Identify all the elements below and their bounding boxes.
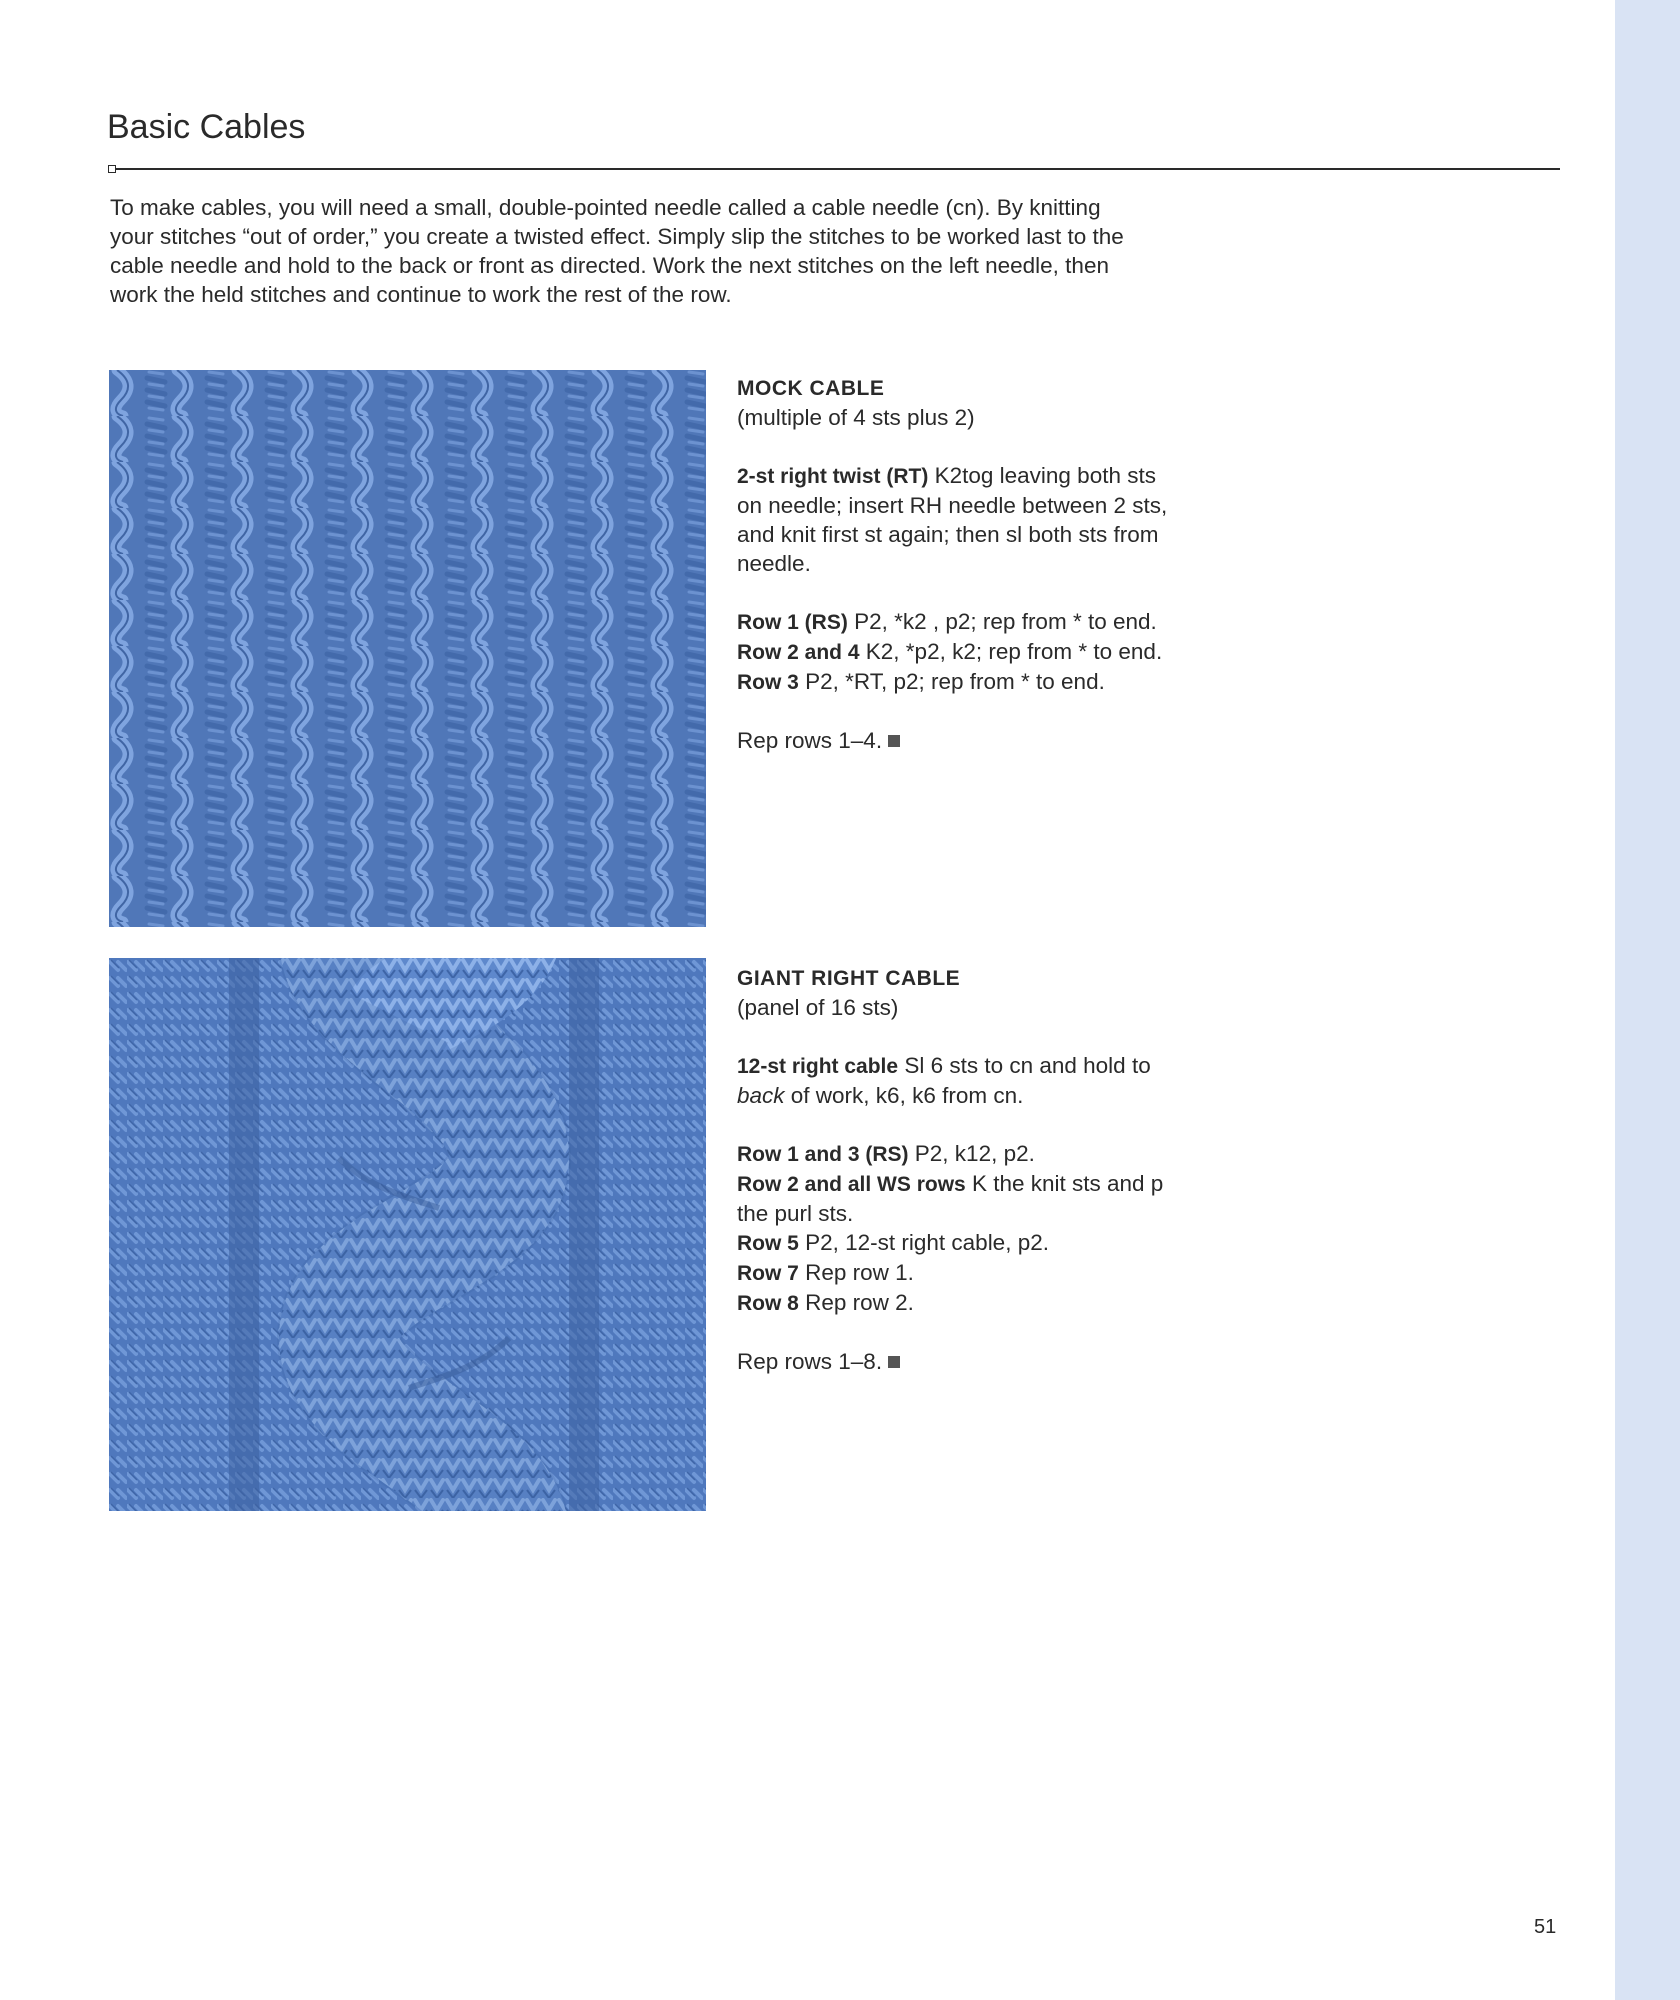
- abbr-label: 12-st right cable: [737, 1055, 899, 1078]
- giant-cable-subtitle: (panel of 16 sts): [737, 995, 899, 1020]
- page-title: Basic Cables: [107, 108, 306, 146]
- abbr-text: K2tog leaving both sts on needle; insert RH needle between 2 sts, and knit first st again; then sl both sts from needle.: [737, 463, 1168, 576]
- repeat-instruction: Rep rows 1–8.: [737, 1347, 1177, 1376]
- row-instruction: Row 1 and 3 (RS) P2, k12, p2.: [737, 1141, 1035, 1166]
- abbr-label: 2-st right twist (RT): [737, 465, 929, 488]
- end-square-icon: [888, 735, 900, 747]
- row-instruction: Row 3 P2, *RT, p2; rep from * to end.: [737, 669, 1105, 694]
- row-instruction: Row 5 P2, 12-st right cable, p2.: [737, 1230, 1049, 1255]
- row-instruction: Row 2 and 4 K2, *p2, k2; rep from * to end.: [737, 639, 1163, 664]
- row-instruction: Row 8 Rep row 2.: [737, 1290, 914, 1315]
- mock-cable-swatch-image: [109, 370, 706, 927]
- intro-paragraph: To make cables, you will need a small, double-pointed needle called a cable needle (cn). By knitting your stitches “out of order,” you create a twisted effect. Simply slip the stitches to be worked last to the cable needle and hold to the back or front as directed. Work the next stitches on the left needle, then work the held stitches and continue to work the rest of the row.: [110, 195, 1124, 307]
- giant-cable-texture: [109, 958, 706, 1511]
- giant-cable-title: GIANT RIGHT CABLE: [737, 967, 961, 990]
- mock-cable-subtitle: (multiple of 4 sts plus 2): [737, 405, 975, 430]
- side-accent-band: [1615, 0, 1680, 2000]
- row-instruction: Row 7 Rep row 1.: [737, 1260, 914, 1285]
- giant-cable-pattern: [737, 964, 1177, 1376]
- page-number: 51: [1534, 1916, 1557, 1938]
- title-rule: [112, 168, 1560, 170]
- mock-cable-texture: [109, 370, 706, 927]
- title-rule-cap: [108, 165, 116, 173]
- row-instruction: Row 1 (RS) P2, *k2 , p2; rep from * to end.: [737, 609, 1157, 634]
- giant-cable-abbreviation: 12-st right cable Sl 6 sts to cn and hold to back of work, k6, k6 from cn.: [737, 1053, 1151, 1108]
- row-instruction: Row 2 and all WS rows K the knit sts and p the purl sts.: [737, 1171, 1164, 1226]
- mock-cable-abbreviation: [737, 461, 1177, 578]
- mock-cable-title: MOCK CABLE: [737, 377, 885, 400]
- repeat-instruction: Rep rows 1–4.: [737, 726, 1177, 755]
- end-square-icon: [888, 1356, 900, 1368]
- giant-cable-swatch-image: [109, 958, 706, 1511]
- mock-cable-pattern: [737, 374, 1177, 755]
